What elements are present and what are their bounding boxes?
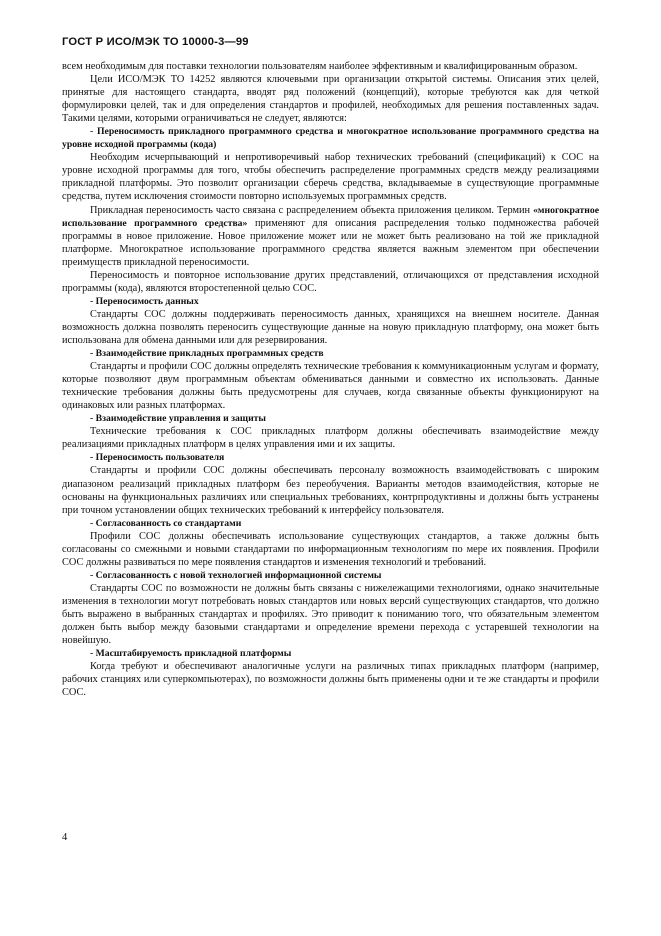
section-heading: - Переносимость прикладного программного средства и многократное использование программного средства на уровне исходной программы (кода) <box>62 126 599 151</box>
paragraph: Стандарты и профили СОС должны определять технические требования к коммуникационным услугам и формату, которые позволяют двум программным объектам обмениваться данными и совместно их использовать. Данные технические требования должны быть предусмотрены для случаев, когда связанные объекты функционируют на одинаковых или разных платформах. <box>62 361 599 412</box>
section-heading: - Согласованность с новой технологией информационной системы <box>90 569 382 581</box>
page-header: ГОСТ Р ИСО/МЭК ТО 10000-3—99 <box>62 36 249 48</box>
page-number: 4 <box>62 832 68 843</box>
paragraph: Технические требования к СОС прикладных платформ должны обеспечивать взаимодействие между реализациями прикладных платформ в целях управления ими и их защиты. <box>62 426 599 451</box>
section-heading: - Взаимодействие прикладных программных средств <box>90 348 324 360</box>
paragraph: Стандарты СОС по возможности не должны быть связаны с нижележащими технологиями, однако значительные изменения в технологии могут потребовать новых стандартов или новых версий существующих стандартов, что должно быть выражено в выбранных стандартах и профилях. Это приводит к пониманию того, что обязательным элементом должен быть выбор между базовыми стандартами и определение времени перехода с устаревшей технологии на новейшую. <box>62 582 599 647</box>
section-heading: - Масштабируемость прикладной платформы <box>90 648 292 660</box>
paragraph-text: применяют для описания распределения только подмножества рабочей программы в новое приложение. Новое приложение может или не может быть реализовано на той же прикладной платформе. Многократное использование программного средства является важным элементом при обеспечении преимуществ прикладной переносимости. <box>62 217 599 268</box>
paragraph: Цели ИСО/МЭК ТО 14252 являются ключевыми при организации открытой системы. Описания этих целей, принятые для настоящего стандарта, вводят ряд положений (концепций), которые требуются как для четкой формулировки целей, так и для определения стандартов и профилей, необходимых для решения поставленных задач. Такими целями, которыми ограничиваться не следует, являются: <box>62 74 599 125</box>
section-heading: - Согласованность со стандартами <box>90 517 242 529</box>
paragraph: Стандарты и профили СОС должны обеспечивать персоналу возможность взаимодействовать с широким диапазоном реализаций прикладных платформ без переобучения. Варианты методов взаимодействия, которые не основаны на функциональных различиях или специальных требованиях, контрпродуктивны и должны быть устранены при точном установлении общих технических требований к интерфейсу пользователя. <box>62 465 599 516</box>
paragraph: Стандарты СОС должны поддерживать переносимость данных, хранящихся на внешнем носителе. Данная возможность должна позволять переносить существующие данные на новую прикладную платформу, она может быть использована для обмена данными или для резервирования. <box>62 308 599 346</box>
paragraph <box>62 204 599 269</box>
paragraph: Когда требуют и обеспечивают аналогичные услуги на различных типах прикладных платформ (например, рабочих станциях или суперкомпьютерах), по возможности должны быть применены одни и те же стандарты и профили СОС. <box>62 661 599 699</box>
section-heading: - Взаимодействие управления и защиты <box>90 413 266 425</box>
paragraph: Переносимость и повторное использование других представлений, отличающихся от представления исходной программы (кода), являются второстепенной целью СОС. <box>62 269 599 294</box>
paragraph: Необходим исчерпывающий и непротиворечивый набор технических требований (спецификаций) к СОС на уровне исходной программы для того, чтобы обеспечить распределение программных средств между реализациями прикладной платформы. Это позволит организации сберечь средства, вкладываемые в существующие программные средства, путем исключения стоимости повторно используемых программных средств. <box>62 152 599 203</box>
paragraph: Профили СОС должны обеспечивать использование существующих стандартов, а также должны быть согласованы со смежными и новыми стандартами по информационным технологиям по мере их появления. Профили СОС должны развиваться по мере появления стандартов и изменения технологий и требований. <box>62 530 599 568</box>
term-highlight: «многократное использование программного средства» <box>62 204 599 229</box>
section-heading: - Переносимость пользователя <box>90 452 225 464</box>
document-body <box>62 60 599 699</box>
paragraph: всем необходимым для поставки технологии пользователям наиболее эффективным и квалифицированным образом. <box>62 61 578 72</box>
paragraph-text: Прикладная переносимость часто связана с распределением объекта приложения целиком. Термин <box>90 204 534 216</box>
section-heading: - Переносимость данных <box>90 295 199 307</box>
